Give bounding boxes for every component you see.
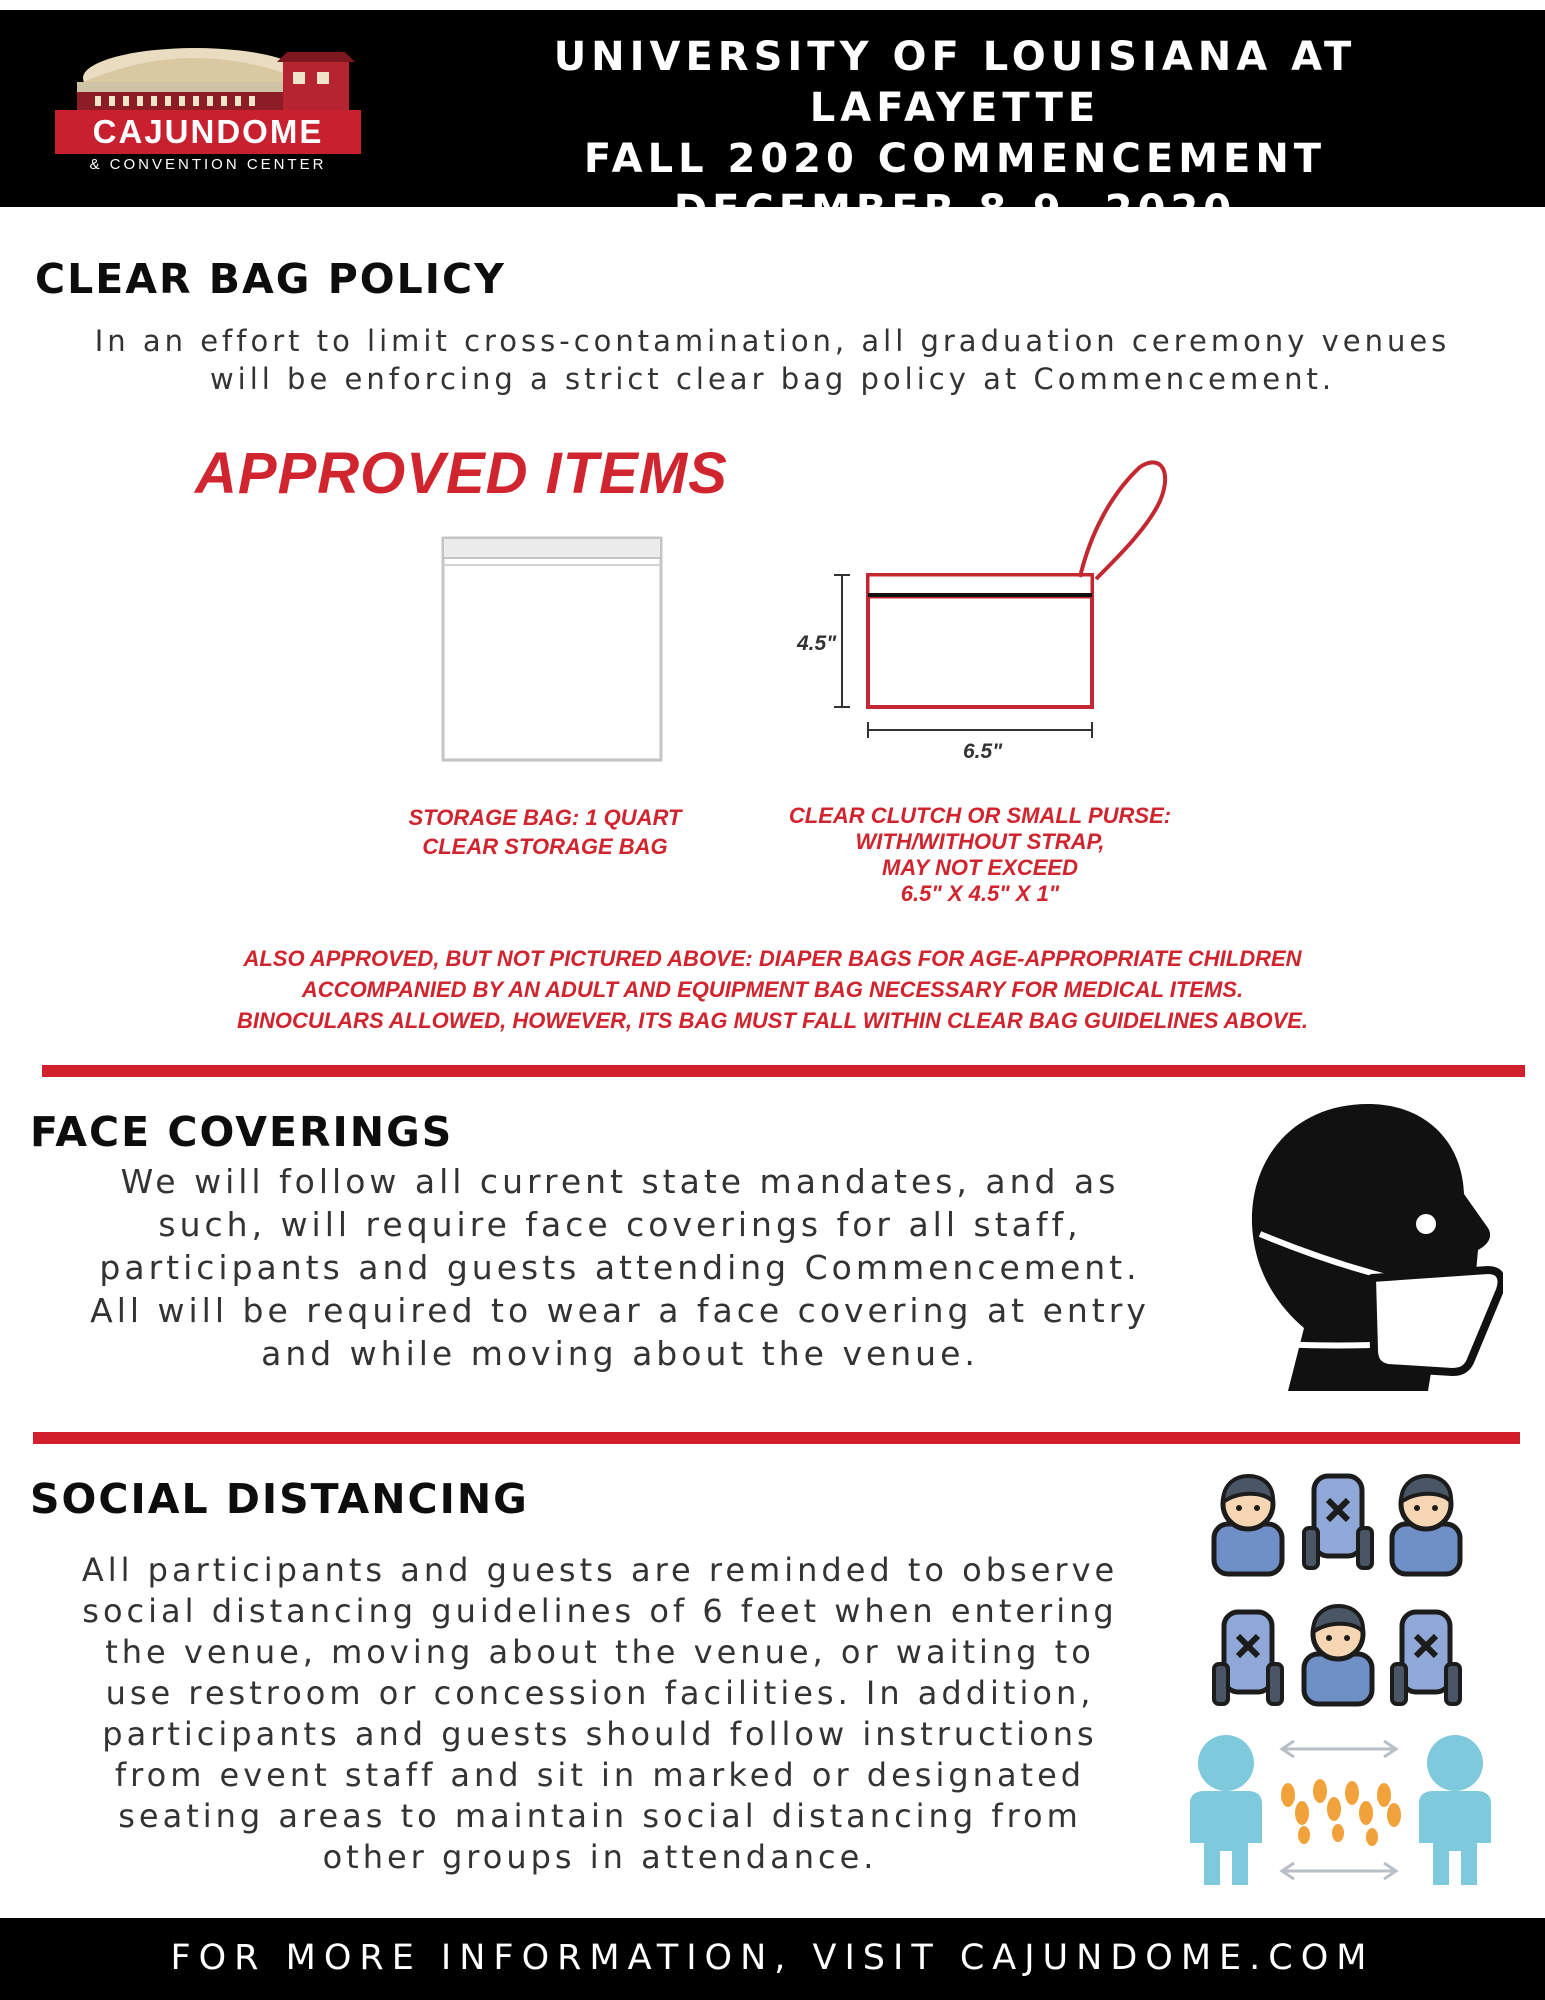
clutch-caption — [730, 803, 1230, 907]
distanced-people-icon — [1188, 1733, 1493, 1888]
seated-person-icon — [1392, 1476, 1460, 1574]
body-line: the venue, moving about the venue, or waiting to — [105, 1633, 1095, 1671]
clear-bag-intro-line: will be enforcing a strict clear bag policy at Commencement. — [209, 362, 1336, 396]
caption-line: STORAGE BAG: 1 QUART — [408, 805, 682, 830]
storage-bag-icon — [440, 535, 665, 765]
caption-line: CLEAR CLUTCH OR SMALL PURSE: — [788, 803, 1172, 828]
footer-link-text[interactable]: FOR MORE INFORMATION, VISIT CAJUNDOME.COM — [170, 1938, 1375, 1978]
masked-head-icon — [1248, 1100, 1503, 1395]
footprints-icon — [1281, 1779, 1401, 1846]
dimension-height-label: 4.5" — [797, 632, 837, 655]
dimension-width-label: 6.5" — [963, 740, 1003, 763]
body-line: and while moving about the venue. — [261, 1334, 979, 1373]
body-line: participants and guests attending Commencement. — [99, 1248, 1141, 1287]
social-distancing-text — [20, 1550, 1180, 1878]
clear-bag-intro — [0, 322, 1545, 398]
blocked-seat-icon — [1392, 1612, 1460, 1704]
event-title — [405, 32, 1505, 236]
cajundome-logo — [55, 38, 361, 174]
social-distancing-heading: SOCIAL DISTANCING — [30, 1475, 529, 1523]
body-line: use restroom or concession facilities. In addition, — [105, 1674, 1095, 1712]
caption-line: CLEAR STORAGE BAG — [422, 834, 668, 859]
logo-wordmark: CAJUNDOME — [55, 110, 361, 154]
logo-subtitle: & CONVENTION CENTER — [89, 156, 327, 173]
note-line: BINOCULARS ALLOWED, HOWEVER, ITS BAG MUST FALL WITHIN CLEAR BAG GUIDELINES ABOVE. — [236, 1008, 1309, 1033]
body-line: participants and guests should follow instructions — [102, 1715, 1098, 1753]
blocked-seat-icon — [1304, 1476, 1372, 1568]
face-coverings-heading: FACE COVERINGS — [30, 1108, 454, 1156]
caption-line: WITH/WITHOUT STRAP, — [855, 829, 1105, 854]
seating-grid-icon — [1210, 1470, 1465, 1710]
body-line: All will be required to wear a face covering at entry — [90, 1291, 1150, 1330]
body-line: such, will require face coverings for all staff, — [158, 1205, 1082, 1244]
section-divider — [33, 1432, 1520, 1444]
note-line: ACCOMPANIED BY AN ADULT AND EQUIPMENT BAG NECESSARY FOR MEDICAL ITEMS. — [301, 977, 1244, 1002]
section-divider — [42, 1065, 1525, 1077]
face-coverings-text — [30, 1160, 1210, 1375]
caption-line: 6.5" X 4.5" X 1" — [900, 881, 1060, 906]
also-approved-note — [0, 943, 1545, 1036]
clear-bag-heading: CLEAR BAG POLICY — [35, 255, 506, 303]
body-line: We will follow all current state mandates, and as — [120, 1162, 1120, 1201]
storage-bag-caption — [335, 803, 755, 861]
body-line: All participants and guests are reminded to observe — [81, 1551, 1119, 1589]
arena-dome-icon — [55, 38, 361, 112]
clutch-purse-icon — [790, 455, 1180, 755]
seated-person-icon — [1214, 1476, 1282, 1574]
caption-line: MAY NOT EXCEED — [882, 855, 1078, 880]
body-line: seating areas to maintain social distancing from — [118, 1797, 1082, 1835]
approved-items-title: APPROVED ITEMS — [195, 441, 728, 506]
seated-person-icon — [1304, 1606, 1372, 1704]
blocked-seat-icon — [1214, 1612, 1282, 1704]
event-university: UNIVERSITY OF LOUISIANA AT LAFAYETTE — [553, 34, 1357, 131]
event-name: FALL 2020 COMMENCEMENT — [583, 136, 1327, 182]
clear-bag-intro-line: In an effort to limit cross-contamination, all graduation ceremony venues — [94, 324, 1451, 358]
note-line: ALSO APPROVED, BUT NOT PICTURED ABOVE: DIAPER BAGS FOR AGE-APPROPRIATE CHILDREN — [243, 946, 1302, 971]
event-dates: DECEMBER 8-9, 2020 — [673, 187, 1237, 233]
body-line: from event staff and sit in marked or designated — [114, 1756, 1086, 1794]
body-line: social distancing guidelines of 6 feet when entering — [82, 1592, 1118, 1630]
body-line: other groups in attendance. — [322, 1838, 878, 1876]
